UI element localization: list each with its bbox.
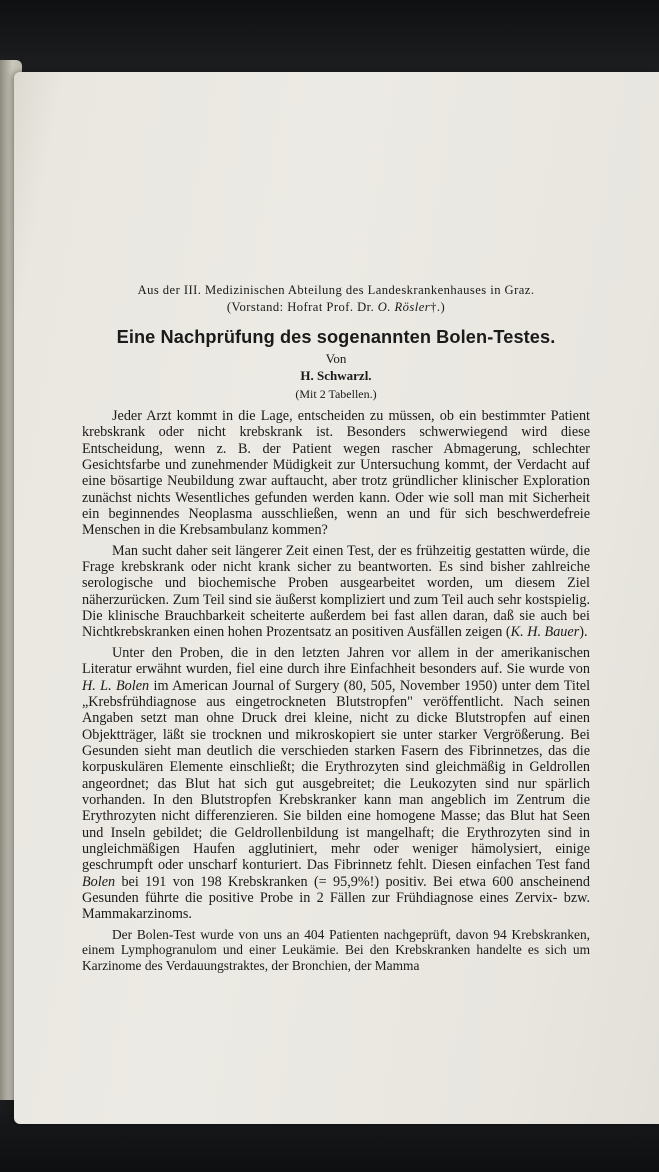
paragraph-3: Unter den Proben, die in den letzten Jahren vor allem in der amerikanischen Literatur erwähnt wurden, fiel eine durch ihre Einfachheit besonders auf. Sie wurde von H. L. Bolen im American Journal of Surgery (80, 505, November 1950) unter dem Titel „Krebsfrühdiagnose aus eingetrockneten Blutstropfen" veröffentlicht. Nach seinen Angaben setzt man ohne Druck drei kleine, nicht zu dicke Blutstropfen auf einen Objektträger, läßt sie trocknen und mikroskopiert sie unter starker Vergrößerung. Bei Gesunden sieht man deutlich die verschieden starken Fasern des Fibrinnetzes, das die korpuskulären Elemente einschließt; die Erythrozyten sind gleichmäßig in Geldrollen angeordnet; das Blut hat sich gut ausgebreitet; die Leukozyten sind nur spärlich vorhanden. In den Blutstropfen Krebskranker kann man angeblich im Zentrum die Erythrozyten nicht differenzieren. Sie bilden eine homogene Masse; das Blut hat Seen und Inseln gebildet; die Geldrollenbildung ist mangelhaft; die Erythrozyten sind in ungleichmäßigen Haufen agglutiniert, mehr oder weniger hämolysiert, einige geschrumpft oder unscharf konturiert. Das Fibrinnetz fehlt. Diesen einfachen Test fand Bolen bei 191 von 198 Krebskranken (= 95,9%!) positiv. Bei etwa 600 anscheinend Gesunden führte die positive Probe in 2 Fällen zur Frühdiagnose eines Zervix- bzw. Mammakarzinoms. [82,644,591,923]
article-content [82,282,590,973]
paragraph-1: Jeder Arzt kommt in die Lage, entscheiden zu müssen, ob ein bestimmter Patient krebskrank oder nicht krebskrank ist. Besonders schwerwiegend wird diese Entscheidung, wenn z. B. der Patient wegen rascher Abmagerung, schlechter Gesichtsfarbe und zunehmender Müdigkeit zur Untersuchung kommt, der Verdacht auf eine bösartige Neubildung zwar auftaucht, aber trotz gründlicher klinischer Exploration zunächst nichts Wesentliches gefunden werden kann. Oder wie soll man mit Sicherheit ein beginnendes Neoplasma ausschließen, wenn an und für sich beschwerdefreie Menschen in die Krebsambulanz kommen? [82,408,590,539]
citation-bolen: H. L. Bolen [82,677,150,694]
citation-bauer: K. H. Bauer [510,624,580,641]
paragraph-2: Man sucht daher seit längerer Zeit einen Test, der es frühzeitig gestatten würde, die Frage krebskrank oder nicht krank sicher zu beantworten. Es sind bisher zahlreiche serologische und biochemische Proben ausgearbeitet worden, um diesem Ziel näherzurücken. Zum Teil sind sie äußerst kompliziert und zum Teil auch sehr kostspielig. Die klinische Brauchbarkeit scheiterte außerdem bei fast allen daran, daß sie auch bei Nichtkrebskranken einen hohen Prozentsatz an positiven Ausfällen zeigen (K. H. Bauer). [82,542,590,641]
department-line: Aus der III. Medizinischen Abteilung des Landeskrankenhauses in Graz. [137,283,535,297]
director-name: O. Rösler [377,300,431,314]
author-name: H. Schwarzl. [300,368,372,383]
tables-note: (Mit 2 Tabellen.) [295,387,377,401]
paragraph-4: Der Bolen-Test wurde von uns an 404 Patienten nachgeprüft, davon 94 Krebskranken, einem Lymphogranulom und einer Leukämie. Bei den Krebskranken handelte es sich um Karzinome des Verdauungstraktes, der Bronchien, der Mamma [82,926,590,973]
director-line: (Vorstand: Hofrat Prof. Dr. O. Rösler†.) [226,300,446,314]
byline-von: Von [325,351,347,366]
article-title: Eine Nachprüfung des sogenannten Bolen-Testes. [116,327,556,347]
name-bolen: Bolen [82,873,116,890]
